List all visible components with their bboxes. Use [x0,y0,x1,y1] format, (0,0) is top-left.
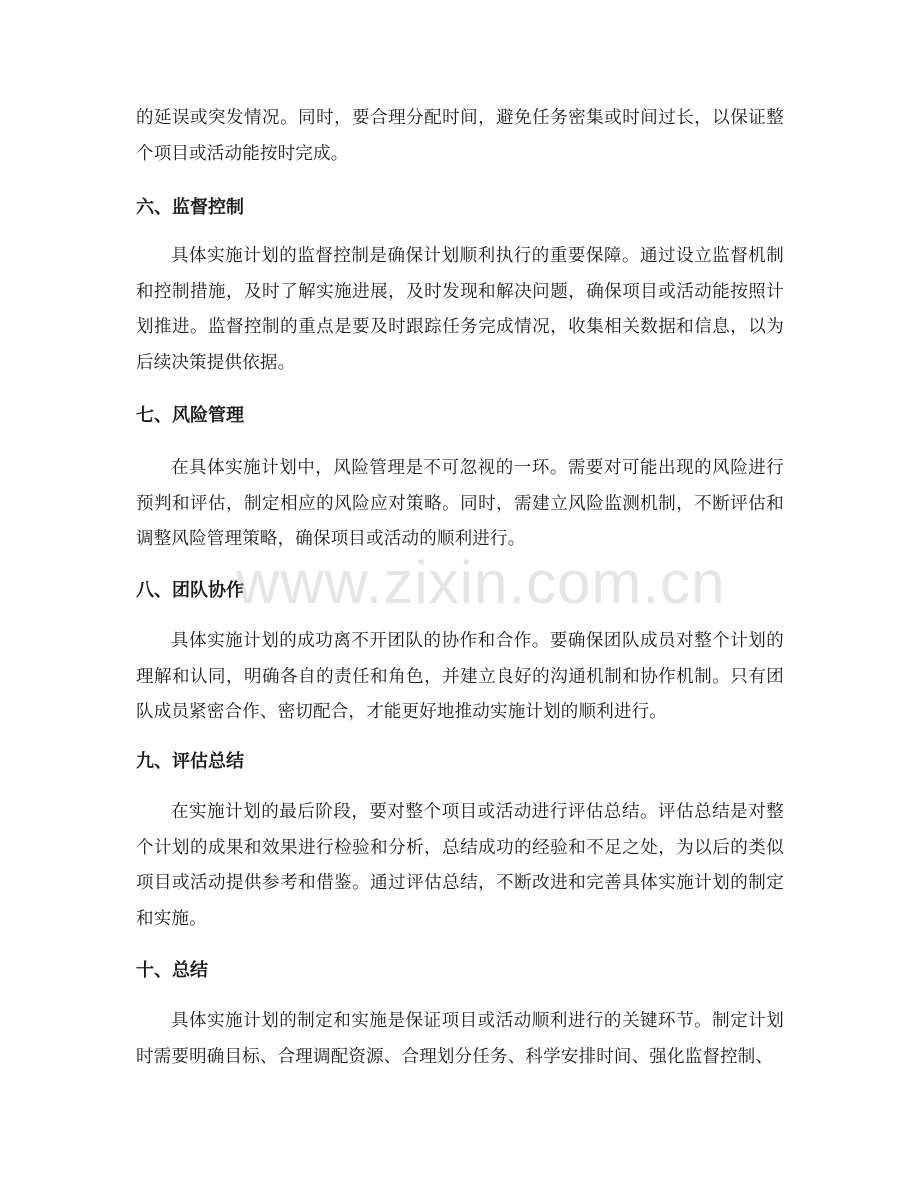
paragraph-section-10: 具体实施计划的制定和实施是保证项目或活动顺利进行的关键环节。制定计划时需要明确目标、合理调配资源、合理划分任务、科学安排时间、强化监督控制、 [136,1011,784,1067]
heading-section-7: 七、风险管理 [136,405,244,426]
paragraph-section-8: 具体实施计划的成功离不开团队的协作和合作。要确保团队成员对整个计划的理解和认同，明确各自的责任和角色，并建立良好的沟通机制和协作机制。只有团队成员紧密合作、密切配合，才能更好地推动实施计划的顺利进行。 [136,631,784,722]
heading-section-8: 八、团队协作 [136,580,244,601]
heading-section-6: 六、监督控制 [136,197,244,218]
paragraph-section-6: 具体实施计划的监督控制是确保计划顺利执行的重要保障。通过设立监督机制和控制措施，及时了解实施进展，及时发现和解决问题，确保项目或活动能按照计划推进。监督控制的重点是要及时跟踪任务完成情况，收集相关数据和信息，以为后续决策提供依据。 [136,246,784,373]
paragraph-section-7: 在具体实施计划中，风险管理是不可忽视的一环。需要对可能出现的风险进行预判和评估，制定相应的风险应对策略。同时，需建立风险监测机制，不断评估和调整风险管理策略，确保项目或活动的顺利进行。 [136,458,784,549]
paragraph-section-9: 在实施计划的最后阶段，要对整个项目或活动进行评估总结。评估总结是对整个计划的成果和效果进行检验和分析，总结成功的经验和不足之处，为以后的类似项目或活动提供参考和借鉴。通过评估总结，不断改进和完善具体实施计划的制定和实施。 [136,802,784,929]
heading-section-9: 九、评估总结 [136,751,244,772]
heading-section-10: 十、总结 [136,960,208,981]
paragraph-intro-tail: 的延误或突发情况。同时，要合理分配时间，避免任务密集或时间过长，以保证整个项目或活动能按时完成。 [136,108,784,164]
watermark: www.zixin.com.cn [236,549,726,616]
